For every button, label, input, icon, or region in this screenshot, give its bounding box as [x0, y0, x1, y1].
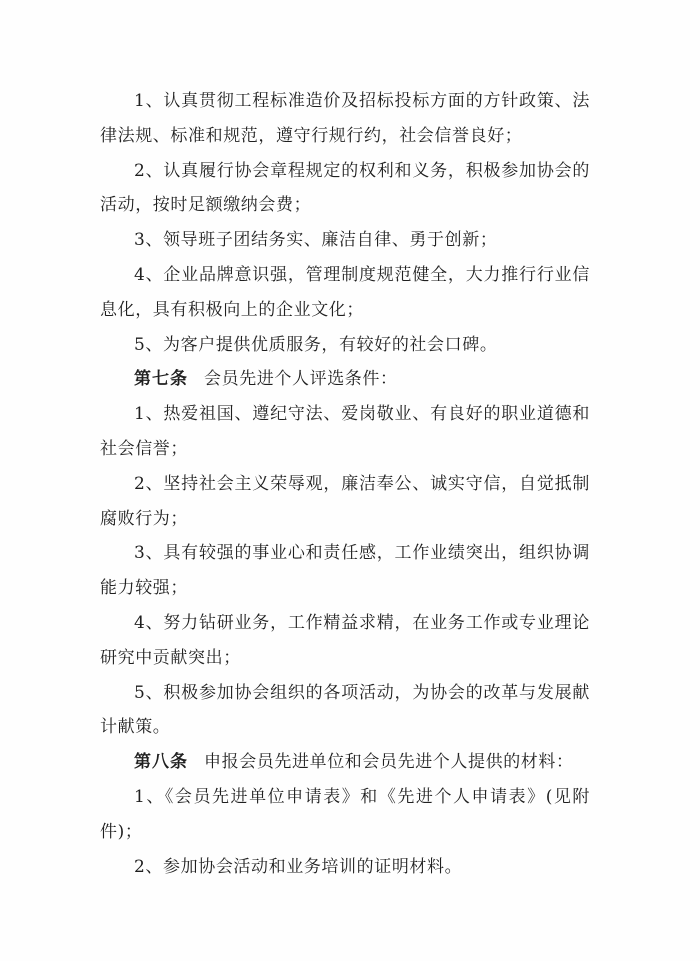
- condition-paragraph: [100, 223, 590, 258]
- condition-paragraph: [100, 397, 590, 467]
- paragraph-text: 5、积极参加协会组织的各项活动，为协会的改革与发展献计献策。: [100, 682, 590, 738]
- condition-paragraph: [100, 258, 590, 328]
- material-paragraph: [100, 850, 590, 885]
- paragraph-text: 3、具有较强的事业心和责任感，工作业绩突出，组织协调能力较强；: [100, 543, 590, 599]
- condition-paragraph: [100, 154, 590, 224]
- article-eight-heading: [100, 745, 590, 780]
- paragraph-text: 1、《会员先进单位申请表》和《先进个人申请表》(见附件)；: [100, 786, 590, 842]
- article-number: 第八条: [134, 752, 188, 773]
- article-seven-heading: [100, 362, 590, 397]
- article-title: 会员先进个人评选条件：: [204, 369, 398, 390]
- article-title: 申报会员先进单位和会员先进个人提供的材料：: [204, 752, 574, 773]
- document-body: [100, 84, 590, 884]
- paragraph-text: 4、努力钻研业务，工作精益求精，在业务工作或专业理论研究中贡献突出；: [100, 612, 590, 668]
- paragraph-text: 1、认真贯彻工程标准造价及招标投标方面的方针政策、法律法规、标准和规范，遵守行规行约，社会信誉良好；: [100, 91, 590, 146]
- condition-paragraph: [100, 676, 590, 746]
- paragraph-text: 1、热爱祖国、遵纪守法、爱岗敬业、有良好的职业道德和社会信誉；: [100, 404, 590, 459]
- paragraph-text: 2、参加协会活动和业务培训的证明材料。: [134, 856, 463, 877]
- paragraph-text: 4、企业品牌意识强，管理制度规范健全，大力推行行业信息化，具有积极向上的企业文化；: [100, 264, 590, 320]
- condition-paragraph: [100, 84, 590, 154]
- paragraph-text: 2、认真履行协会章程规定的权利和义务，积极参加协会的活动，按时足额缴纳会费；: [100, 160, 590, 216]
- paragraph-text: 2、坚持社会主义荣辱观，廉洁奉公、诚实守信，自觉抵制腐败行为；: [100, 473, 590, 529]
- paragraph-text: 3、领导班子团结务实、廉洁自律、勇于创新；: [134, 230, 498, 251]
- condition-paragraph: [100, 467, 590, 537]
- paragraph-text: 5、为客户提供优质服务，有较好的社会口碑。: [134, 334, 498, 355]
- condition-paragraph: [100, 536, 590, 606]
- condition-paragraph: [100, 606, 590, 676]
- condition-paragraph: [100, 328, 590, 363]
- material-paragraph: [100, 780, 590, 850]
- article-number: 第七条: [134, 369, 188, 390]
